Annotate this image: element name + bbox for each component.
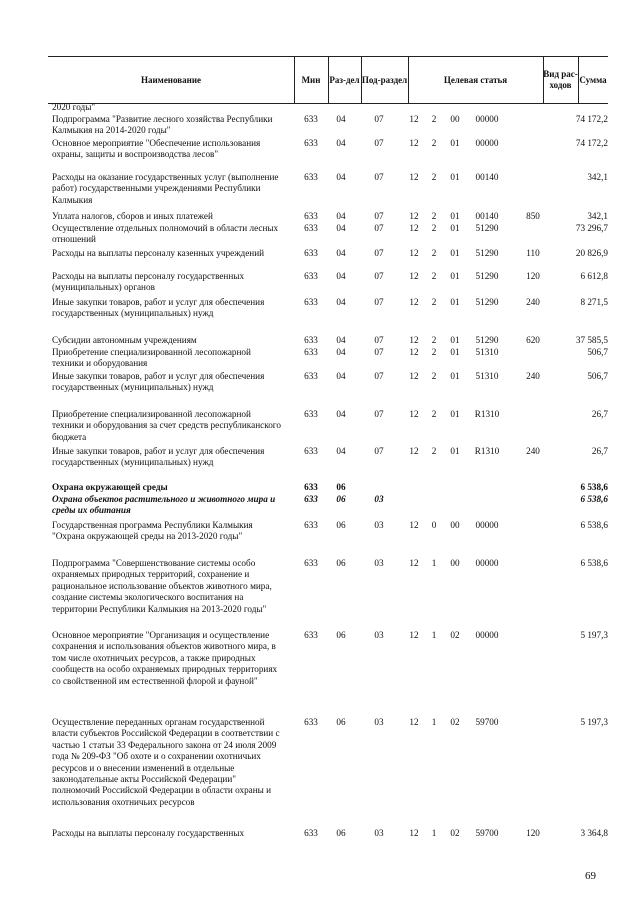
row-cel-2: 2 [431, 172, 437, 182]
row-razdel: 06 [336, 494, 346, 504]
page-number: 69 [585, 870, 596, 882]
row-cel-2: 1 [431, 828, 437, 838]
row-name: Расходы на оказание государственных услуг (выполнение работ) государственными учреждениями Республики Калмыкия [52, 172, 279, 205]
row-name: Расходы на выплаты персоналу государственных (муниципальных) органов [52, 271, 245, 293]
row-cel-3: 01 [450, 172, 460, 182]
row-name: Подпрограмма "Совершенствование системы особо охраняемых природных территорий, сохранение и рациональное использование объектов животного мира, создание системы экологического воспитания на территории Республики Калмыкия на 2013-2020 годы" [52, 558, 272, 614]
row-cel-4: 51290 [475, 297, 499, 307]
row-summa: 8 271,5 [580, 297, 608, 307]
row-razdel: 06 [336, 717, 346, 727]
row-podrazdel: 03 [374, 558, 384, 568]
row-summa: 506,7 [587, 347, 608, 357]
row-podrazdel: 07 [374, 271, 384, 281]
row-cel-1: 12 [409, 630, 419, 640]
row-cel-1: 12 [409, 248, 419, 258]
row-cel-2: 2 [431, 114, 437, 124]
row-razdel: 06 [336, 558, 346, 568]
row-cel-1: 12 [409, 114, 419, 124]
row-cel-4: 51290 [475, 335, 499, 345]
header-vid: Вид рас-ходов [543, 69, 578, 90]
row-vid: 120 [526, 271, 540, 281]
row-min: 633 [304, 520, 318, 530]
row-razdel: 04 [336, 211, 346, 221]
header-celevaya: Целевая статья [443, 74, 508, 85]
row-cel-1: 12 [409, 558, 419, 568]
row-podrazdel: 03 [374, 630, 384, 640]
row-podrazdel: 03 [374, 520, 384, 530]
row-summa: 74 172,2 [575, 114, 608, 124]
row-cel-3: 02 [450, 828, 460, 838]
row-cel-1: 12 [409, 347, 419, 357]
row-vid: 620 [526, 335, 540, 345]
row-min: 633 [304, 347, 318, 357]
row-razdel: 04 [336, 297, 346, 307]
row-min: 633 [304, 446, 318, 456]
row-summa: 20 826,9 [575, 248, 608, 258]
row-min: 633 [304, 248, 318, 258]
row-cel-3: 01 [450, 335, 460, 345]
row-razdel: 04 [336, 271, 346, 281]
header-razdel: Раз-дел [329, 74, 360, 85]
row-razdel: 04 [336, 172, 346, 182]
row-cel-3: 00 [450, 114, 460, 124]
row-cel-1: 12 [409, 717, 419, 727]
row-podrazdel: 03 [374, 828, 384, 838]
header-summa: Сумма [579, 74, 607, 85]
row-cel-1: 12 [409, 520, 419, 530]
row-cel-2: 2 [431, 446, 437, 456]
row-podrazdel: 07 [374, 335, 384, 345]
row-podrazdel: 07 [374, 223, 384, 233]
row-razdel: 04 [336, 371, 346, 381]
row-cel-4: 00140 [475, 172, 499, 182]
row-cel-1: 12 [409, 172, 419, 182]
row-cel-3: 01 [450, 248, 460, 258]
row-name: Подпрограмма "Развитие лесного хозяйства Республики Калмыкия на 2014-2020 годы" [52, 114, 273, 136]
row-summa: 37 585,5 [575, 335, 608, 345]
row-cel-3: 01 [450, 271, 460, 281]
table-header [48, 56, 608, 104]
row-vid: 110 [526, 248, 540, 258]
row-cel-2: 1 [431, 717, 437, 727]
row-podrazdel: 07 [374, 211, 384, 221]
row-min: 633 [304, 172, 318, 182]
row-name: Иные закупки товаров, работ и услуг для обеспечения государственных (муниципальных) нужд [52, 297, 265, 319]
row-razdel: 06 [336, 520, 346, 530]
row-name: Расходы на выплаты персоналу казенных учреждений [52, 248, 265, 258]
row-summa: 5 197,3 [580, 630, 608, 640]
row-name: Приобретение специализированной лесопожарной техники и оборудования [52, 347, 251, 369]
row-podrazdel: 03 [374, 717, 384, 727]
row-cel-2: 2 [431, 409, 437, 419]
row-summa: 342,1 [587, 211, 608, 221]
row-min: 633 [304, 558, 318, 568]
row-name: Основное мероприятие "Обеспечение использования охраны, защиты и воспроизводства лесов" [52, 138, 261, 160]
row-razdel: 04 [336, 335, 346, 345]
row-cel-2: 2 [431, 335, 437, 345]
row-cel-1: 12 [409, 271, 419, 281]
row-vid: 120 [526, 828, 540, 838]
row-podrazdel: 07 [374, 297, 384, 307]
row-min: 633 [304, 371, 318, 381]
row-razdel: 04 [336, 223, 346, 233]
row-cel-4: 51290 [475, 223, 499, 233]
row-min: 633 [304, 211, 318, 221]
row-summa: 26,7 [591, 409, 608, 419]
row-cel-2: 2 [431, 297, 437, 307]
row-summa: 6 538,6 [580, 520, 608, 530]
row-min: 633 [304, 335, 318, 345]
row-cel-4: 59700 [475, 717, 499, 727]
row-cel-3: 01 [450, 297, 460, 307]
row-cel-3: 00 [450, 520, 460, 530]
row-name: Иные закупки товаров, работ и услуг для обеспечения государственных (муниципальных) нужд [52, 371, 265, 393]
row-cel-4: 00000 [475, 558, 499, 568]
row-cel-1: 12 [409, 409, 419, 419]
row-name: Расходы на выплаты персоналу государственных [52, 828, 245, 838]
row-name: Охрана объектов растительного и животного мира и среды их обитания [52, 494, 276, 516]
row-min: 633 [304, 828, 318, 838]
row-summa: 74 172,2 [575, 138, 608, 148]
row-razdel: 04 [336, 347, 346, 357]
row-summa: 3 364,8 [580, 828, 608, 838]
row-name: Государственная программа Республики Калмыкия "Охрана окружающей среды на 2013-2020 годы" [52, 520, 253, 542]
row-cel-3: 02 [450, 717, 460, 727]
row-min: 633 [304, 223, 318, 233]
row-cel-3: 01 [450, 347, 460, 357]
row-name: 2020 годы" [52, 102, 96, 112]
row-cel-4: 59700 [475, 828, 499, 838]
row-name: Основное мероприятие "Организация и осуществление сохранения и использования объектов животного мира, в том числе охотничьих ресурсов, а также природных сообществ на особо охраняемых природных территориях со свойственной им естественной флорой и фауной" [52, 630, 278, 686]
header-name: Наименование [141, 74, 201, 85]
row-cel-1: 12 [409, 211, 419, 221]
row-cel-1: 12 [409, 335, 419, 345]
row-cel-4: 51310 [475, 371, 499, 381]
row-razdel: 04 [336, 446, 346, 456]
row-cel-3: 01 [450, 371, 460, 381]
row-razdel: 04 [336, 409, 346, 419]
row-min: 633 [304, 630, 318, 640]
row-cel-1: 12 [409, 138, 419, 148]
row-min: 633 [304, 271, 318, 281]
row-cel-1: 12 [409, 446, 419, 456]
row-vid: 240 [526, 371, 540, 381]
row-cel-2: 1 [431, 630, 437, 640]
row-vid: 240 [526, 446, 540, 456]
row-name: Осуществление переданных органам государственной власти субъектов Российской Федерации в соответствии с частью 1 статьи 33 Федерального закона от 24 июля 2009 года № 209-ФЗ "Об охоте и о сохранении охотничьих ресурсов и о внесении изменений в отдельные законодательные акты Российской Федерации" полномочий Российской Федерации в области охраны и использования охотничьих ресурсов [52, 717, 280, 807]
row-name: Осуществление отдельных полномочий в области лесных отношений [52, 223, 279, 245]
row-summa: 26,7 [591, 446, 608, 456]
row-cel-3: 01 [450, 211, 460, 221]
row-name: Иные закупки товаров, работ и услуг для обеспечения государственных (муниципальных) нужд [52, 446, 265, 468]
row-cel-2: 2 [431, 248, 437, 258]
row-min: 633 [304, 297, 318, 307]
row-razdel: 06 [336, 630, 346, 640]
row-name: Субсидии автономным учреждениям [52, 335, 197, 345]
row-podrazdel: 03 [374, 494, 384, 504]
row-summa: 5 197,3 [580, 717, 608, 727]
row-cel-4: 00140 [475, 211, 499, 221]
row-cel-3: 01 [450, 223, 460, 233]
row-podrazdel: 07 [374, 172, 384, 182]
row-razdel: 04 [336, 248, 346, 258]
row-cel-2: 2 [431, 223, 437, 233]
row-min: 633 [304, 409, 318, 419]
row-min: 633 [304, 114, 318, 124]
row-cel-3: 00 [450, 558, 460, 568]
row-vid: 240 [526, 297, 540, 307]
row-razdel: 04 [336, 114, 346, 124]
row-min: 633 [304, 717, 318, 727]
row-summa: 506,7 [587, 371, 608, 381]
header-min: Мин [301, 74, 321, 85]
row-summa: 73 296,7 [575, 223, 608, 233]
row-cel-4: 00000 [475, 114, 499, 124]
row-cel-3: 01 [450, 138, 460, 148]
row-summa: 6 538,6 [580, 558, 608, 568]
row-cel-3: 01 [450, 446, 460, 456]
row-name: Охрана окружающей среды [52, 482, 168, 492]
header-podrazdel: Под-раздел [361, 74, 408, 85]
row-summa: 342,1 [587, 172, 608, 182]
row-cel-4: 51310 [475, 347, 499, 357]
row-name: Приобретение специализированной лесопожарной техники и оборудования за счет средств республиканского бюджета [52, 409, 281, 442]
row-razdel: 06 [336, 828, 346, 838]
row-podrazdel: 07 [374, 371, 384, 381]
row-summa: 6 612,8 [580, 271, 608, 281]
row-cel-3: 01 [450, 409, 460, 419]
row-podrazdel: 07 [374, 248, 384, 258]
row-cel-4: 51290 [475, 271, 499, 281]
row-podrazdel: 07 [374, 446, 384, 456]
row-cel-4: 00000 [475, 520, 499, 530]
row-cel-3: 02 [450, 630, 460, 640]
row-podrazdel: 07 [374, 114, 384, 124]
row-cel-4: 00000 [475, 630, 499, 640]
row-razdel: 04 [336, 138, 346, 148]
row-name: Уплата налогов, сборов и иных платежей [52, 211, 213, 221]
row-cel-2: 2 [431, 211, 437, 221]
row-cel-2: 2 [431, 271, 437, 281]
row-min: 633 [304, 494, 318, 504]
row-cel-4: R1310 [474, 446, 500, 456]
row-cel-2: 2 [431, 371, 437, 381]
row-podrazdel: 07 [374, 138, 384, 148]
row-vid: 850 [526, 211, 540, 221]
row-cel-1: 12 [409, 223, 419, 233]
row-cel-2: 2 [431, 347, 437, 357]
row-cel-1: 12 [409, 297, 419, 307]
row-summa: 6 538,6 [580, 494, 608, 504]
row-cel-1: 12 [409, 828, 419, 838]
row-cel-4: 51290 [475, 248, 499, 258]
row-razdel: 06 [336, 482, 346, 492]
row-podrazdel: 07 [374, 409, 384, 419]
row-min: 633 [304, 138, 318, 148]
row-cel-2: 0 [431, 520, 437, 530]
row-min: 633 [304, 482, 318, 492]
row-cel-2: 1 [431, 558, 437, 568]
row-summa: 6 538,6 [580, 482, 608, 492]
row-cel-4: R1310 [474, 409, 500, 419]
row-podrazdel: 07 [374, 347, 384, 357]
row-cel-4: 00000 [475, 138, 499, 148]
row-cel-1: 12 [409, 371, 419, 381]
row-cel-2: 2 [431, 138, 437, 148]
